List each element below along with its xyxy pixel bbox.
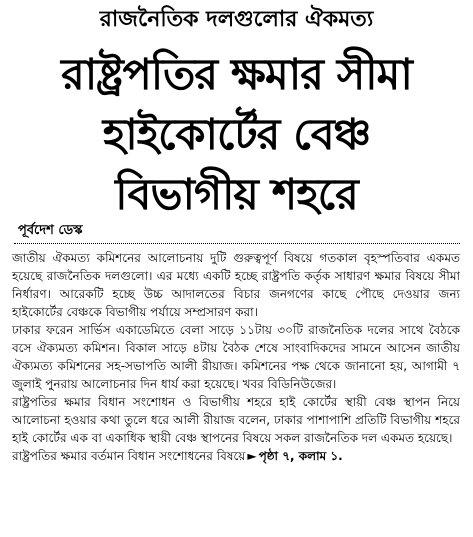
- paragraph-3: রাষ্ট্রপতির ক্ষমার বিধান সংশোধন ও বিভাগীয় শহরে হাই কোর্টের স্থায়ী বেঞ্চ স্থাপন নিয়ে আলোচনা হওয়ার কথা তুলে ধরে আলী রীয়াজ বলেন, ঢাকার পাশাপাশি প্রতিটি বিভাগীয় শহরে হাই কোর্টের এক বা একাধিক স্থায়ী বেঞ্চ স্থাপনের বিষয়ে সকল রাজনৈতিক দল একমত হয়েছে।: [12, 395, 460, 445]
- jump-arrow-icon: ►: [247, 449, 257, 463]
- byline: পূর্বদেশ ডেস্ক: [18, 223, 83, 238]
- headline-line-2: হাইকোর্টের বেঞ্চ: [102, 110, 371, 160]
- last-line-text: রাষ্ট্রপতির ক্ষমার বর্তমান বিধান সংশোধনের বিষয়ে: [12, 449, 246, 463]
- byline-rule: [14, 243, 460, 244]
- article-body: [12, 249, 460, 465]
- paragraph-1: জাতীয় ঐকমত্য কমিশনের আলোচনায় দুটি গুরুত্বপূর্ণ বিষয়ে গতকাল বৃহস্পতিবার একমত হয়েছে রাজনৈতিক দলগুলো। এর মধ্যে একটি হচ্ছে রাষ্ট্রপতি কর্তৃক সাধারণ ক্ষমার বিষয়ে সীমা নির্ধারণ। আরেকটি হচ্ছে উচ্চ আদালতের বিচার জনগণের কাছে পৌছে দেওয়ার জন্য হাইকোর্টের বেঞ্চকে বিভাগীয় পর্যায়ে সম্প্রসারণ করা।: [12, 251, 460, 319]
- paragraph-2: ঢাকার ফরেন সার্ভিস একাডেমিতে বেলা সাড়ে ১১টায় ৩০টি রাজনৈতিক দলের সাথে বৈঠকে বসে ঐক্যমত্য কমিশন। বিকাল সাড়ে ৪টায় বৈঠক শেষে সাংবাদিকদের সামনে আসেন জাতীয় ঐক্যমত্য কমিশনের সহ-সভাপতি আলী রীয়াজ। কমিশনের পক্ষ থেকে জানানো হয়, আগামী ৭ জুলাই পুনরায় আলোচনার দিন ধার্য করা হয়েছে। খবর বিডিনিউজের।: [12, 323, 460, 391]
- jump-reference: পৃষ্ঠা ৭, কলাম ১.: [258, 449, 343, 463]
- headline-line-3: বিভাগীয় শহরে: [115, 170, 358, 220]
- headline-line-1: রাষ্ট্রপতির ক্ষমার সীমা: [61, 50, 412, 100]
- continuation-line: [12, 447, 460, 465]
- kicker: রাজনৈতিক দলগুলোর ঐকমত্য: [99, 7, 374, 32]
